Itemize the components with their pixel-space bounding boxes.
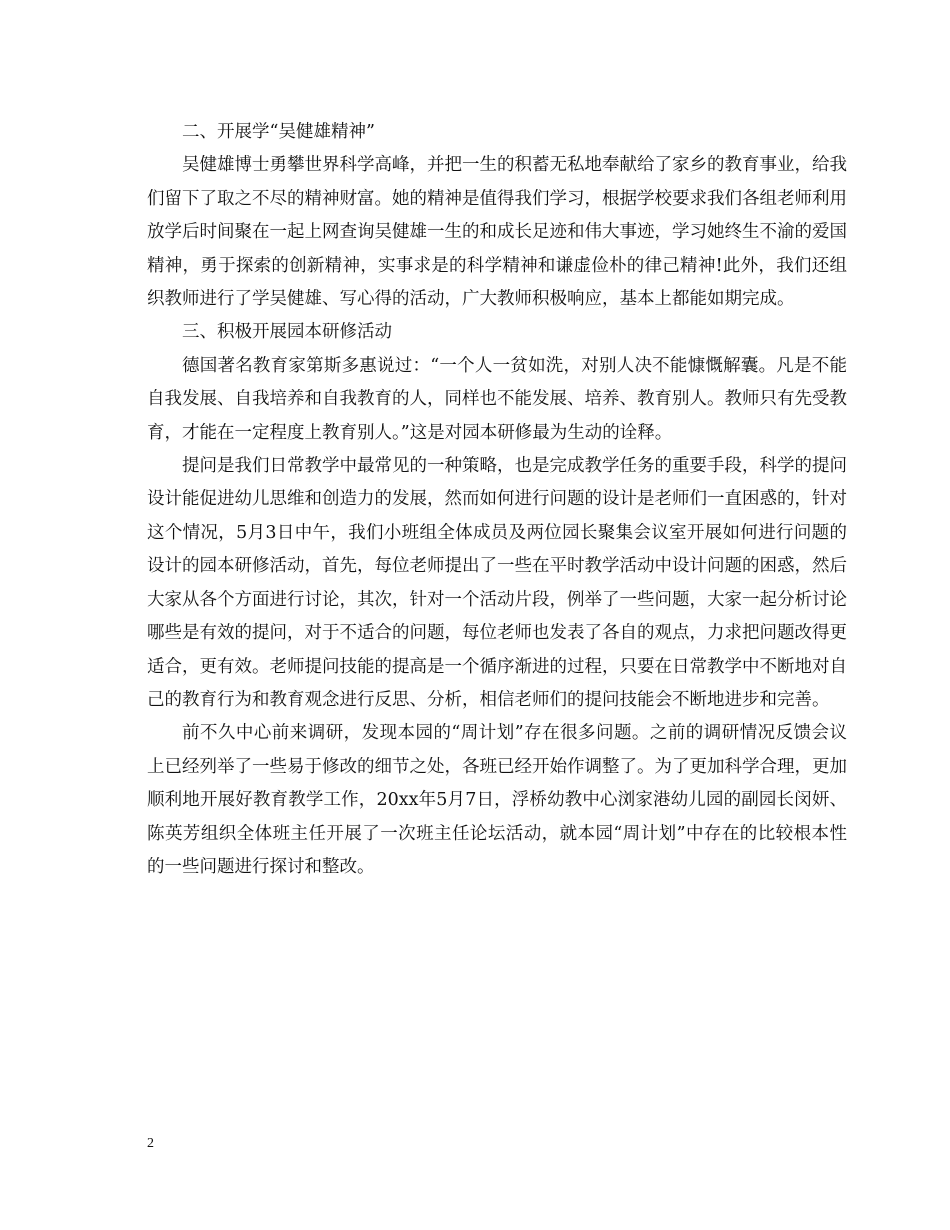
section-heading-3: 三、积极开展园本研修活动 bbox=[182, 322, 392, 343]
section-heading-2: 二、开展学“吴健雄精神” bbox=[182, 122, 375, 142]
page-number: 2 bbox=[147, 1136, 154, 1151]
paragraph-quote-diesterweg: 德国著名教育家第斯多惠说过：“一个人一贫如洗，对别人决不能慷慨解囊。凡是不能自我发展、自我培养和自我教育的人，同样也不能发展、培养、教育别人。教师只有先受教育，才能在一定程度上教育别人。”这是对园本研修最为生动的诠释。 bbox=[147, 355, 847, 443]
paragraph-weekly-plan: 前不久中心前来调研，发现本园的“周计划”存在很多问题。之前的调研情况反馈会议上已经列举了一些易于修改的细节之处，各班已经开始作调整了。为了更加科学合理，更加顺利地开展好教育教学工作，20xx年5月7日，浮桥幼教中心浏家港幼儿园的副园长闵妍、陈英芳组织全体班主任开展了一次班主任论坛活动，就本园“周计划”中存在的比较根本性的一些问题进行探讨和整改。 bbox=[147, 723, 847, 877]
document-body bbox=[147, 116, 847, 884]
paragraph-questioning-strategy: 提问是我们日常教学中最常见的一种策略，也是完成教学任务的重要手段，科学的提问设计能促进幼儿思维和创造力的发展，然而如何进行问题的设计是老师们一直困惑的，针对这个情况，5月3日中午，我们小班组全体成员及两位园长聚集会议室开展如何进行问题的设计的园本研修活动，首先，每位老师提出了一些在平时教学活动中设计问题的困惑，然后大家从各个方面进行讨论，其次，针对一个活动片段，例举了一些问题，大家一起分析讨论哪些是有效的提问，对于不适合的问题，每位老师也发表了各自的观点，力求把问题改得更适合，更有效。老师提问技能的提高是一个循序渐进的过程，只要在日常教学中不断地对自己的教育行为和教育观念进行反思、分析，相信老师们的提问技能会不断地进步和完善。 bbox=[147, 456, 847, 710]
paragraph-wu-jianxiong: 吴健雄博士勇攀世界科学高峰，并把一生的积蓄无私地奉献给了家乡的教育事业，给我们留下了取之不尽的精神财富。她的精神是值得我们学习，根据学校要求我们各组老师利用放学后时间聚在一起上网查询吴健雄一生的和成长足迹和伟大事迹，学习她终生不渝的爱国精神，勇于探索的创新精神，实事求是的科学精神和谦虚俭朴的律己精神!此外，我们还组织教师进行了学吴健雄、写心得的活动，广大教师积极响应，基本上都能如期完成。 bbox=[147, 155, 847, 310]
